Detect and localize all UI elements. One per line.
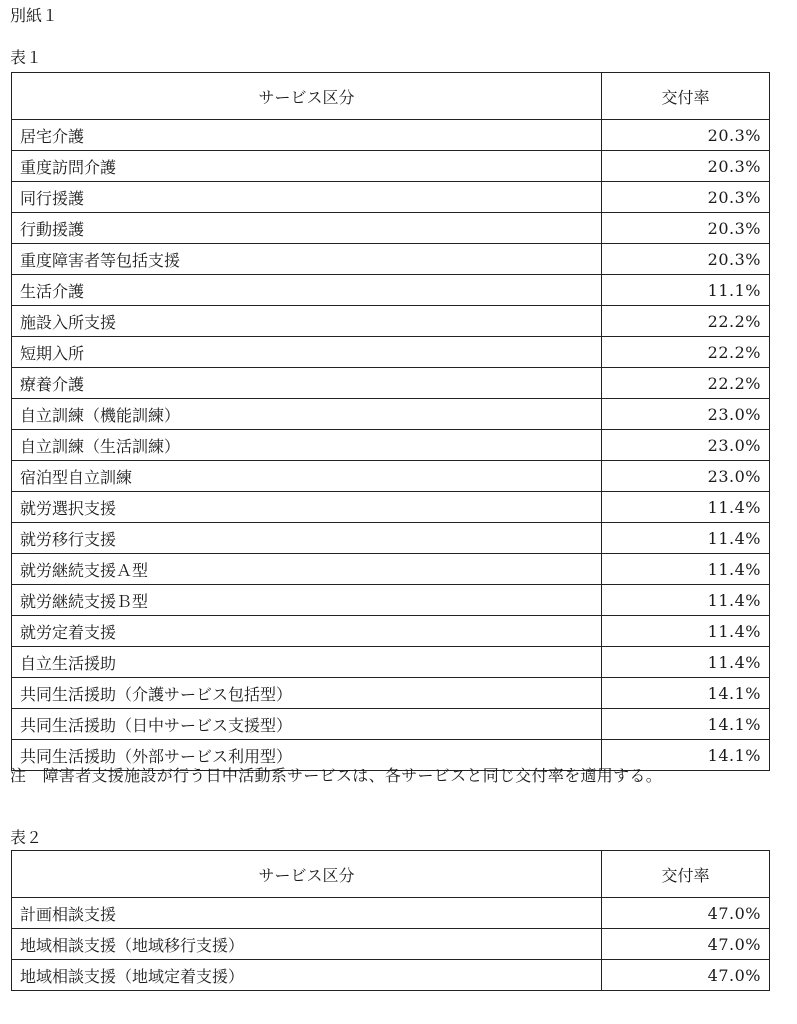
service-name-cell: 生活介護 xyxy=(12,275,602,306)
table-row xyxy=(12,182,770,213)
service-name-cell: 地域相談支援（地域移行支援） xyxy=(12,929,602,960)
table-row xyxy=(12,120,770,151)
service-name-cell: 共同生活援助（日中サービス支援型） xyxy=(12,709,602,740)
service-rate-table-1 xyxy=(11,72,770,771)
rate-cell: 22.2% xyxy=(602,306,770,337)
rate-cell: 47.0% xyxy=(602,898,770,929)
table-row xyxy=(12,960,770,991)
service-rate-table-2 xyxy=(11,850,770,991)
table2-body xyxy=(12,898,770,991)
table-row xyxy=(12,929,770,960)
service-name-cell: 地域相談支援（地域定着支援） xyxy=(12,960,602,991)
table2-caption: 表２ xyxy=(10,828,43,847)
rate-cell: 47.0% xyxy=(602,960,770,991)
rate-cell: 20.3% xyxy=(602,244,770,275)
service-name-cell: 就労定着支援 xyxy=(12,616,602,647)
table1-caption: 表１ xyxy=(10,48,43,67)
rate-cell: 11.4% xyxy=(602,554,770,585)
rate-cell: 20.3% xyxy=(602,182,770,213)
column-header-rate: 交付率 xyxy=(602,851,770,898)
rate-cell: 20.3% xyxy=(602,151,770,182)
column-header-service: サービス区分 xyxy=(12,73,602,120)
table-row xyxy=(12,492,770,523)
service-name-cell: 自立訓練（機能訓練） xyxy=(12,399,602,430)
table-row xyxy=(12,151,770,182)
table-header-row xyxy=(12,73,770,120)
table-row xyxy=(12,275,770,306)
rate-cell: 11.4% xyxy=(602,647,770,678)
service-name-cell: 短期入所 xyxy=(12,337,602,368)
rate-cell: 20.3% xyxy=(602,213,770,244)
rate-cell: 22.2% xyxy=(602,337,770,368)
table-row xyxy=(12,523,770,554)
service-name-cell: 共同生活援助（介護サービス包括型） xyxy=(12,678,602,709)
service-name-cell: 宿泊型自立訓練 xyxy=(12,461,602,492)
table-row xyxy=(12,647,770,678)
rate-cell: 14.1% xyxy=(602,678,770,709)
service-name-cell: 同行援護 xyxy=(12,182,602,213)
table-row xyxy=(12,461,770,492)
service-name-cell: 就労選択支援 xyxy=(12,492,602,523)
service-name-cell: 就労継続支援Ｂ型 xyxy=(12,585,602,616)
table-row xyxy=(12,616,770,647)
rate-cell: 22.2% xyxy=(602,368,770,399)
table-row xyxy=(12,213,770,244)
table1-body xyxy=(12,120,770,771)
service-name-cell: 療養介護 xyxy=(12,368,602,399)
table-row xyxy=(12,554,770,585)
service-name-cell: 計画相談支援 xyxy=(12,898,602,929)
rate-cell: 23.0% xyxy=(602,461,770,492)
service-name-cell: 行動援護 xyxy=(12,213,602,244)
rate-cell: 14.1% xyxy=(602,709,770,740)
service-name-cell: 就労継続支援Ａ型 xyxy=(12,554,602,585)
rate-cell: 11.4% xyxy=(602,585,770,616)
service-name-cell: 共同生活援助（外部サービス利用型） xyxy=(12,740,602,771)
rate-cell: 11.4% xyxy=(602,616,770,647)
rate-cell: 23.0% xyxy=(602,399,770,430)
rate-cell: 20.3% xyxy=(602,120,770,151)
table-row xyxy=(12,678,770,709)
table-row xyxy=(12,430,770,461)
column-header-service: サービス区分 xyxy=(12,851,602,898)
service-name-cell: 就労移行支援 xyxy=(12,523,602,554)
rate-cell: 11.4% xyxy=(602,492,770,523)
table-row xyxy=(12,585,770,616)
attachment-label: 別紙１ xyxy=(10,6,59,25)
service-name-cell: 居宅介護 xyxy=(12,120,602,151)
table-row xyxy=(12,306,770,337)
column-header-rate: 交付率 xyxy=(602,73,770,120)
table1-note: 注 障害者支援施設が行う日中活動系サービスは、各サービスと同じ交付率を適用する。 xyxy=(10,766,663,785)
table-row xyxy=(12,898,770,929)
service-name-cell: 施設入所支援 xyxy=(12,306,602,337)
service-name-cell: 自立訓練（生活訓練） xyxy=(12,430,602,461)
service-name-cell: 自立生活援助 xyxy=(12,647,602,678)
rate-cell: 23.0% xyxy=(602,430,770,461)
rate-cell: 47.0% xyxy=(602,929,770,960)
rate-cell: 11.4% xyxy=(602,523,770,554)
rate-cell: 14.1% xyxy=(602,740,770,771)
table-row xyxy=(12,368,770,399)
table-row xyxy=(12,399,770,430)
table-header-row xyxy=(12,851,770,898)
table-row xyxy=(12,337,770,368)
table-row xyxy=(12,244,770,275)
table-row xyxy=(12,709,770,740)
rate-cell: 11.1% xyxy=(602,275,770,306)
service-name-cell: 重度障害者等包括支援 xyxy=(12,244,602,275)
service-name-cell: 重度訪問介護 xyxy=(12,151,602,182)
